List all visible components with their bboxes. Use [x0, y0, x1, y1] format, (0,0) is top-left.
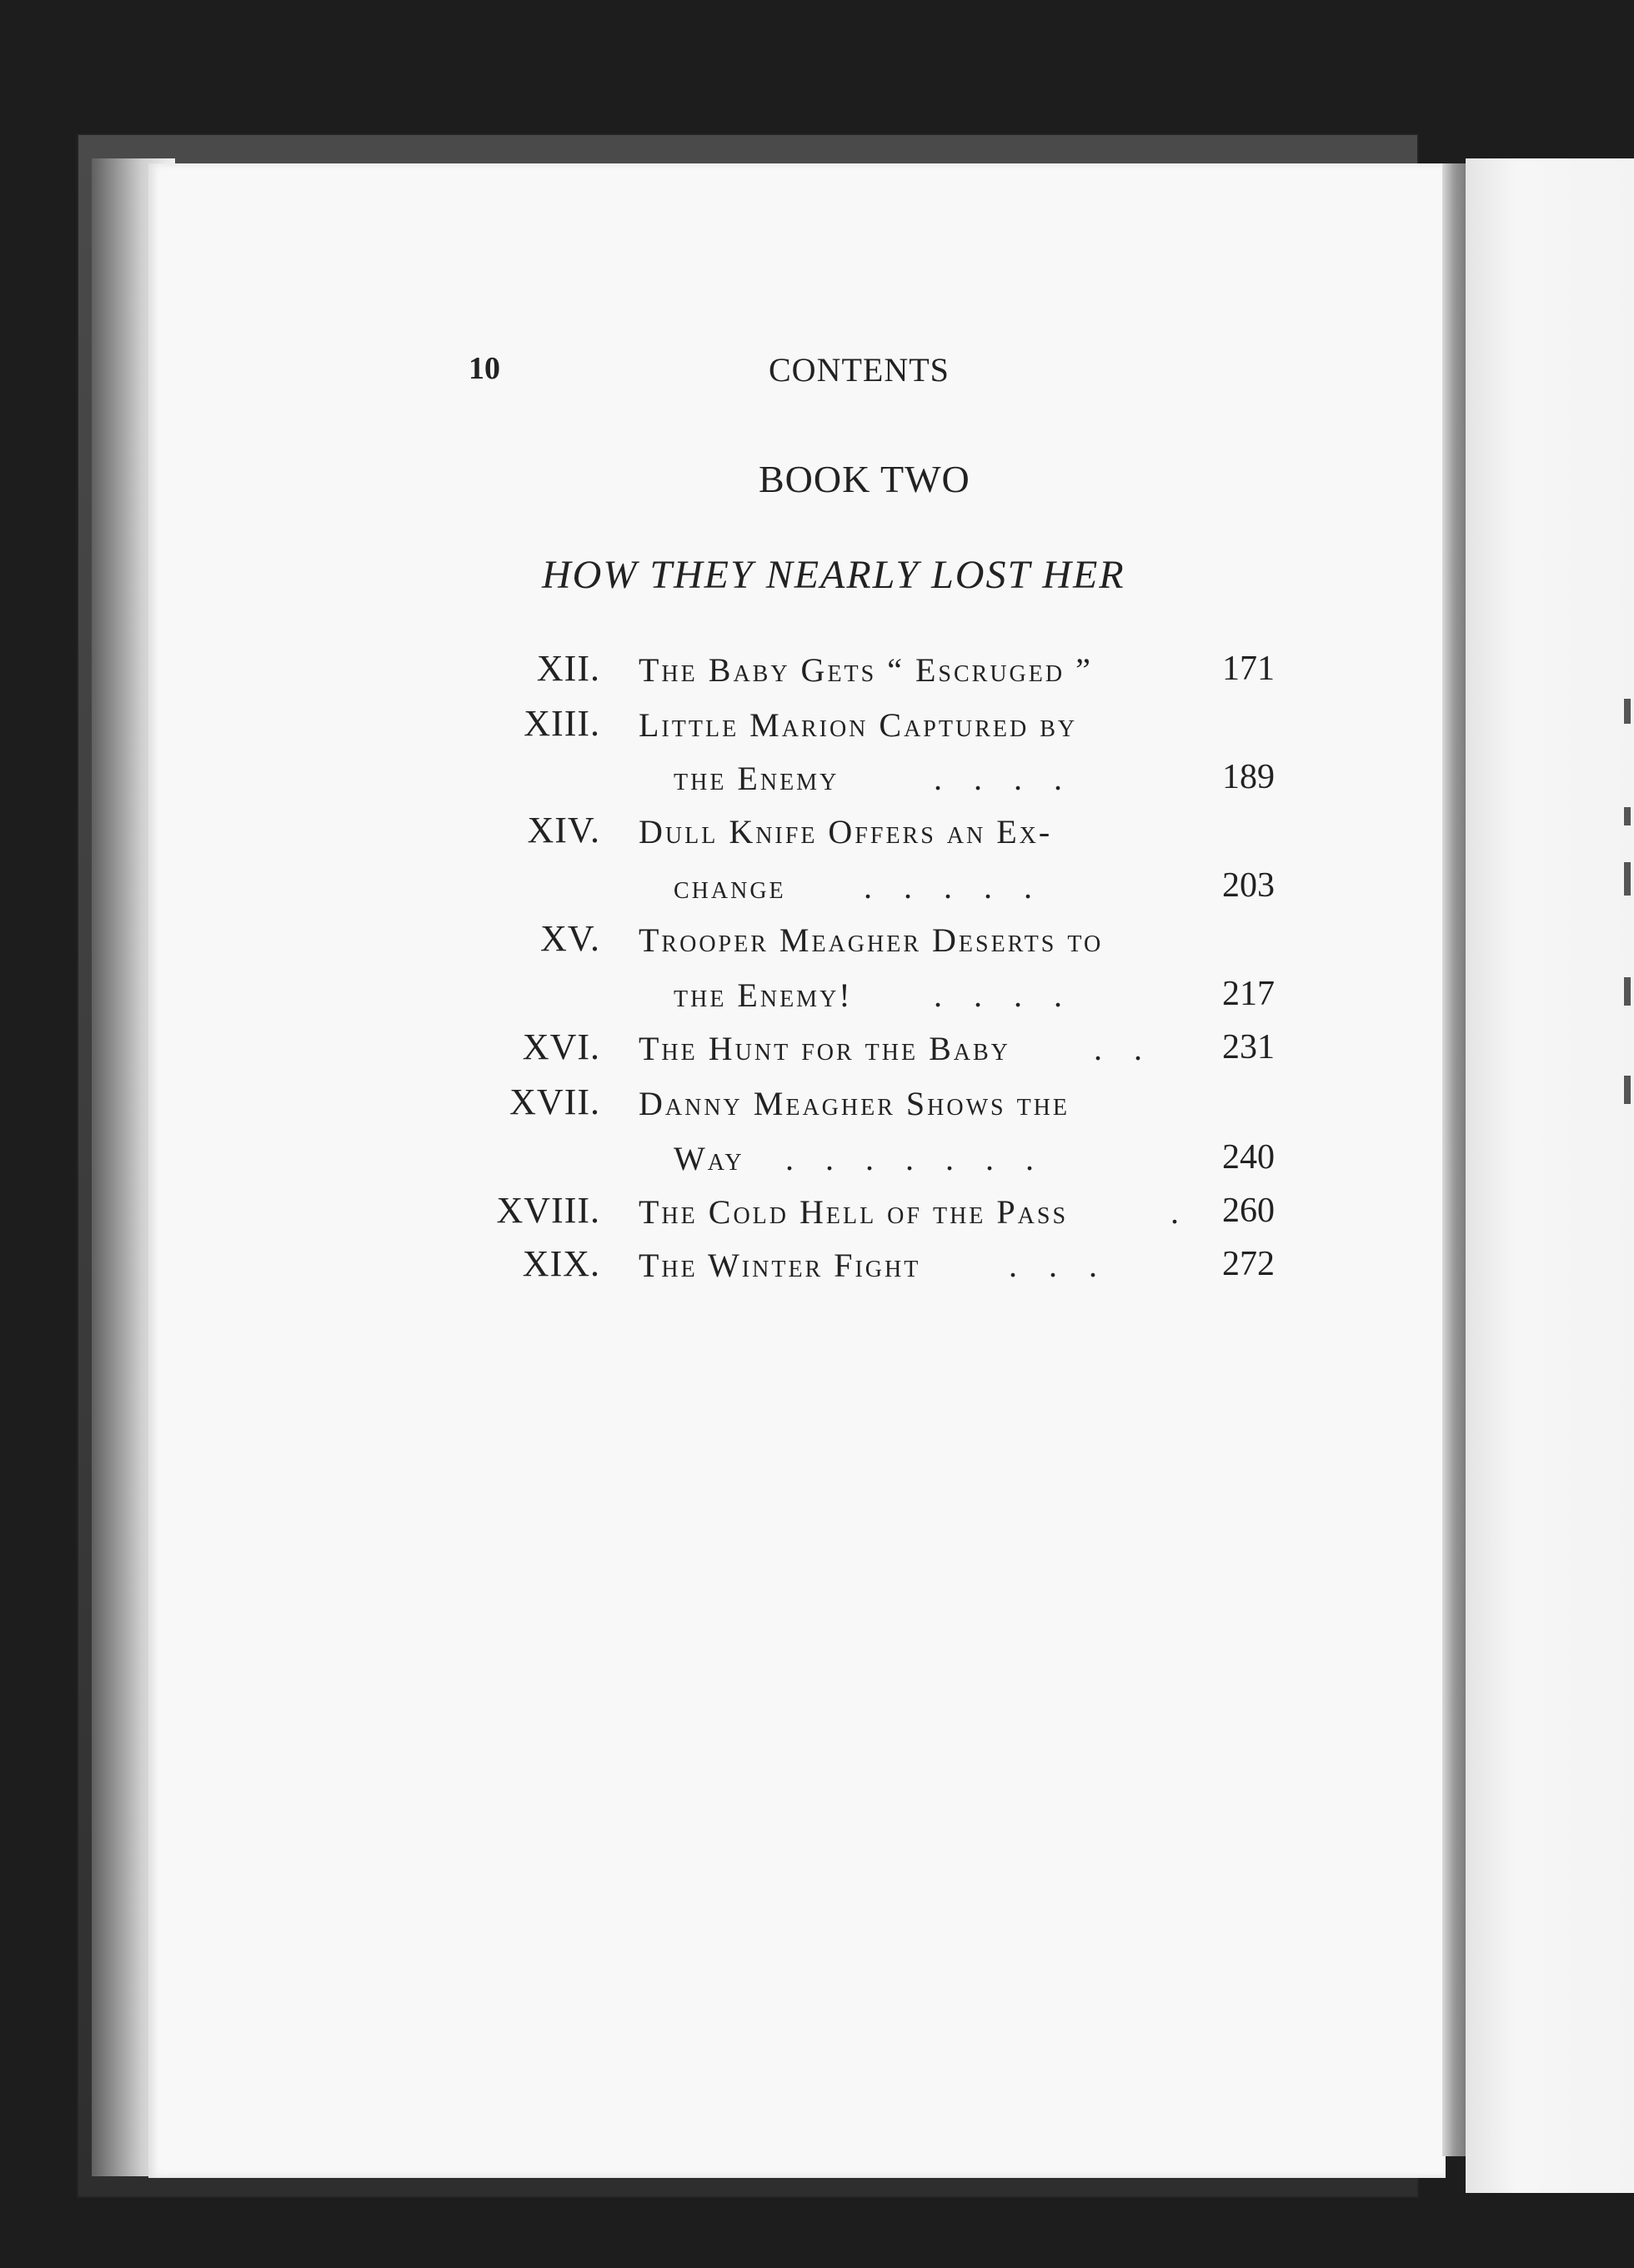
chapter-numeral: XV.: [540, 918, 600, 959]
book-heading: BOOK TWO: [759, 458, 970, 500]
chapter-title: Danny Meagher Shows the: [639, 1085, 1070, 1122]
chapter-title: Dull Knife Offers an Ex-: [639, 813, 1053, 850]
toc-entry-continuation: [0, 864, 1634, 911]
running-head: CONTENTS: [769, 351, 950, 389]
chapter-title-continued: Way: [674, 1140, 744, 1177]
toc-entry-continuation: [0, 755, 1634, 802]
toc-entry: [0, 1189, 1634, 1236]
chapter-numeral: XVI.: [522, 1026, 600, 1067]
chapter-page: 203: [1222, 866, 1275, 905]
chapter-page: 189: [1222, 758, 1275, 796]
dot-leader: ..: [1094, 1030, 1174, 1067]
chapter-title: The Baby Gets “ Escruged ”: [639, 651, 1093, 689]
chapter-title: Trooper Meagher Deserts to: [639, 921, 1104, 959]
dot-leader: .......: [785, 1140, 1065, 1177]
dot-leader: ....: [934, 976, 1094, 1014]
chapter-page: 240: [1222, 1138, 1275, 1177]
chapter-numeral: XIII.: [524, 703, 600, 744]
dot-leader: .....: [864, 868, 1064, 906]
chapter-page: 231: [1222, 1028, 1275, 1066]
toc-entry: [0, 1026, 1634, 1072]
chapter-page: 272: [1222, 1245, 1275, 1283]
chapter-page: 217: [1222, 975, 1275, 1013]
toc-entry: [0, 917, 1634, 964]
chapter-page: 260: [1222, 1192, 1275, 1230]
chapter-numeral: XII.: [536, 648, 600, 689]
page-number: 10: [469, 351, 500, 386]
chapter-title-continued: change: [674, 868, 786, 906]
dot-leader: .: [1170, 1193, 1210, 1231]
book-subtitle: HOW THEY NEARLY LOST HER: [542, 553, 1125, 597]
toc-entry: [0, 1081, 1634, 1127]
toc-entry: [0, 647, 1634, 694]
chapter-title-continued: the Enemy!: [674, 976, 853, 1014]
toc-entry-continuation: [0, 972, 1634, 1019]
dot-leader: ....: [934, 760, 1094, 797]
toc-entry: [0, 809, 1634, 856]
chapter-title: Little Marion Captured by: [639, 706, 1078, 744]
chapter-title: The Winter Fight: [639, 1247, 921, 1284]
chapter-title: The Cold Hell of the Pass: [639, 1193, 1069, 1231]
chapter-title: The Hunt for the Baby: [639, 1030, 1010, 1067]
dot-leader: ...: [1009, 1247, 1129, 1284]
toc-entry-continuation: [0, 1136, 1634, 1182]
chapter-numeral: XVIII.: [496, 1190, 600, 1231]
chapter-title-continued: the Enemy: [674, 760, 840, 797]
toc-entry: [0, 1242, 1634, 1289]
chapter-page: 171: [1222, 650, 1275, 688]
toc-entry: [0, 702, 1634, 749]
chapter-numeral: XIV.: [527, 810, 600, 850]
chapter-numeral: XVII.: [509, 1081, 600, 1122]
chapter-numeral: XIX.: [522, 1243, 600, 1284]
